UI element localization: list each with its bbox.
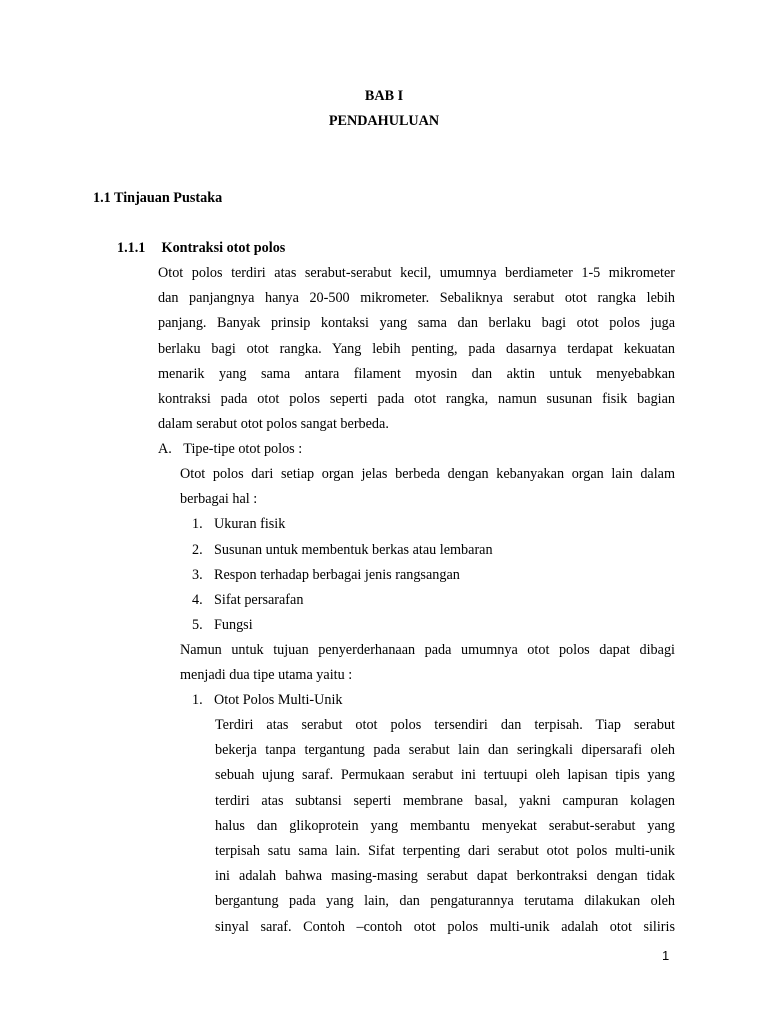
- list-item-number: 4.: [192, 592, 203, 608]
- types-intro-paragraph: [180, 638, 675, 688]
- paragraph-line: terpisah satu sama lain. Sifat terpenting dari serabut otot polos multi-unik: [215, 842, 675, 859]
- intro-paragraph: [158, 261, 675, 437]
- paragraph-line: Namun untuk tujuan penyerderhanaan pada umumnya otot polos dapat dibagi: [180, 642, 675, 658]
- list-item: [192, 592, 303, 609]
- point-a-heading: [158, 441, 302, 458]
- paragraph-line: menarik yang sama antara filament myosin dan aktin untuk menyebabkan: [158, 365, 675, 382]
- page-number: 1: [662, 948, 670, 963]
- section-title: Tinjauan Pustaka: [114, 190, 223, 206]
- section-heading: [93, 190, 222, 207]
- list-item: [192, 516, 285, 533]
- paragraph-line: sebuah ujung saraf. Permukaan serabut ini tertuupi oleh lapisan tipis yang: [215, 767, 675, 784]
- subsection-title: Kontraksi otot polos: [161, 240, 286, 256]
- list-item-text: Sifat persarafan: [214, 592, 304, 608]
- list-item: [192, 567, 460, 584]
- paragraph-line: berlaku bagi otot rangka. Yang lebih penting, pada dasarnya terdapat kekuatan: [158, 340, 675, 357]
- paragraph-line: terdiri atas subtansi seperti membrane basal, yakni campuran kolagen: [215, 792, 675, 809]
- paragraph-line: sinyal saraf. Contoh –contoh otot polos multi-unik adalah otot siliris: [215, 918, 675, 935]
- list-item-number: 3.: [192, 567, 203, 583]
- type-1-title: Otot Polos Multi-Unik: [214, 692, 343, 708]
- list-item-number: 1.: [192, 516, 203, 532]
- chapter-title: PENDAHULUAN: [328, 113, 440, 129]
- list-item-text: Fungsi: [214, 617, 253, 633]
- paragraph-line: Otot polos dari setiap organ jelas berbeda dengan kebanyakan organ lain dalam: [180, 466, 675, 482]
- paragraph-line: kontraksi pada otot polos seperti pada otot rangka, namun susunan fisik bagian: [158, 390, 675, 407]
- chapter-label: BAB I: [364, 88, 404, 104]
- list-item-number: 5.: [192, 617, 203, 633]
- list-item-text: Respon terhadap berbagai jenis rangsangan: [214, 567, 460, 583]
- paragraph-line: Otot polos terdiri atas serabut-serabut kecil, umumnya berdiameter 1-5 mikrometer: [158, 265, 675, 281]
- list-item-text: Ukuran fisik: [214, 516, 286, 532]
- paragraph-line: menjadi dua tipe utama yaitu :: [180, 667, 353, 684]
- list-item-number: 2.: [192, 542, 203, 558]
- paragraph-line: bergantung pada yang lain, dan pengaturannya terutama dilakukan oleh: [215, 893, 675, 910]
- type-1-number: 1.: [192, 692, 203, 708]
- point-a-paragraph: [180, 462, 675, 512]
- paragraph-line: bekerja tanpa tergantung pada serabut lain dan seringkali dipersarafi oleh: [215, 742, 675, 759]
- subsection-heading: [117, 240, 285, 257]
- list-item: [192, 542, 493, 559]
- point-a-marker: A.: [158, 441, 172, 457]
- paragraph-line: panjang. Banyak prinsip kontaksi yang sama dan berlaku bagi otot polos juga: [158, 315, 675, 332]
- subsection-number: 1.1.1: [117, 240, 146, 256]
- type-1-paragraph: [215, 713, 675, 940]
- list-item-text: Susunan untuk membentuk berkas atau lembaran: [214, 542, 493, 558]
- paragraph-line: Terdiri atas serabut otot polos tersendiri dan terpisah. Tiap serabut: [215, 717, 675, 733]
- paragraph-line: halus dan glikoprotein yang membantu menyekat serabut-serabut yang: [215, 817, 675, 834]
- list-item: [192, 617, 253, 634]
- section-number: 1.1: [93, 190, 111, 206]
- paragraph-line: ini adalah bahwa masing-masing serabut dapat berkontraksi dengan tidak: [215, 868, 675, 885]
- type-1-heading: [192, 692, 343, 709]
- paragraph-line: dalam serabut otot polos sangat berbeda.: [158, 416, 389, 433]
- paragraph-line: berbagai hal :: [180, 491, 258, 508]
- point-a-title: Tipe-tipe otot polos :: [183, 441, 303, 457]
- paragraph-line: dan panjangnya hanya 20-500 mikrometer. Sebaliknya serabut otot rangka lebih: [158, 290, 675, 307]
